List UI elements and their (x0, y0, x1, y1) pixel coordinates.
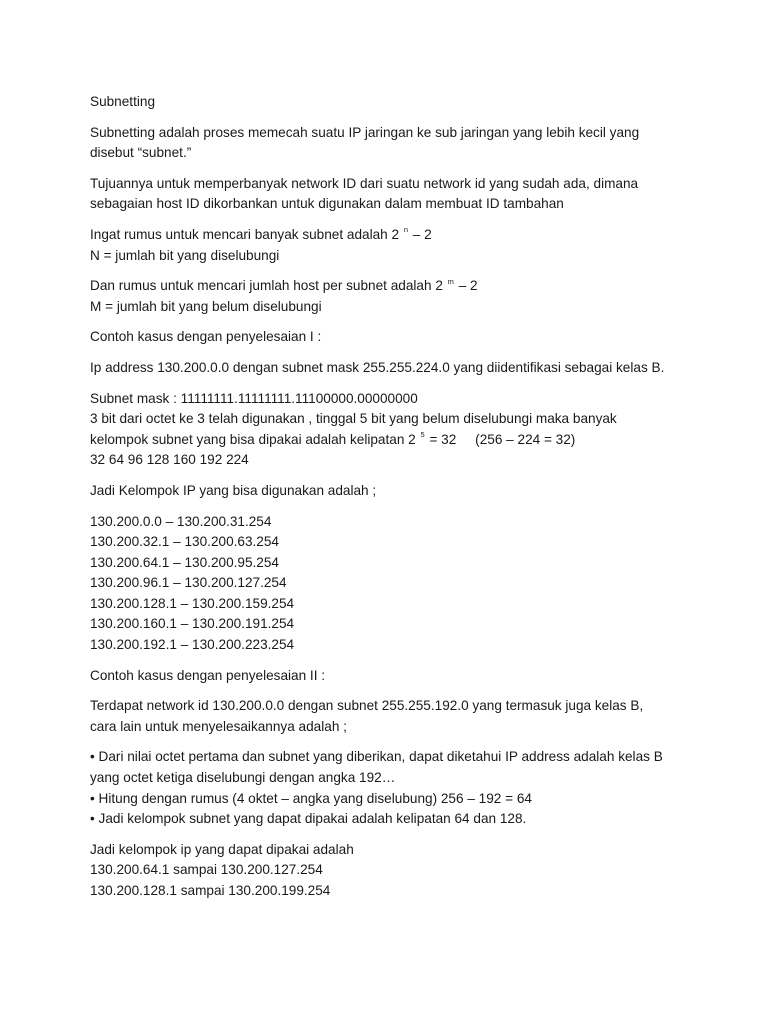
bullet-line: yang octet ketiga diselubungi dengan angka 192… (90, 770, 396, 786)
text-line: Ip address 130.200.0.0 dengan subnet mask 255.255.224.0 yang diidentifikasi sebagai kelas B. (90, 359, 665, 375)
bullet-line: • Hitung dengan rumus (4 oktet – angka yang diselubung) 256 – 192 = 64 (90, 790, 532, 806)
formula-suffix: – 2 (409, 226, 432, 242)
ip-range: 130.200.64.1 – 130.200.95.254 (90, 554, 279, 570)
purpose-paragraph (90, 174, 690, 215)
text-line: Subnetting adalah proses memecah suatu IP jaringan ke sub jaringan yang lebih kecil yang (90, 124, 640, 140)
text-line: Jadi Kelompok IP yang bisa digunakan adalah ; (90, 482, 377, 498)
case1-problem (90, 358, 690, 379)
subnet-formula-line (90, 225, 690, 246)
text-line: Terdapat network id 130.200.0.0 dengan subnet 255.255.192.0 yang termasuk juga kelas B, (90, 698, 644, 714)
ip-range: 130.200.32.1 – 130.200.63.254 (90, 534, 279, 550)
heading-text: Contoh kasus dengan penyelesaian I : (90, 329, 322, 345)
bullet-line: • Dari nilai octet pertama dan subnet yang diberikan, dapat diketahui IP address adalah kelas B (90, 749, 663, 765)
text-line: cara lain untuk menyelesaikannya adalah ; (90, 718, 347, 734)
case2-heading (90, 666, 690, 687)
ip-range: 130.200.64.1 sampai 130.200.127.254 (90, 862, 323, 878)
ip-range: 130.200.96.1 – 130.200.127.254 (90, 575, 287, 591)
bullet-line: • Jadi kelompok subnet yang dapat dipakai adalah kelipatan 64 dan 128. (90, 811, 527, 827)
case1-groups-heading (90, 481, 690, 502)
text-line: disebut “subnet.” (90, 145, 192, 161)
document-title (90, 92, 690, 113)
formula-prefix: Ingat rumus untuk mencari banyak subnet adalah 2 (90, 226, 400, 242)
formula-exponent: n (403, 225, 409, 235)
formula-exponent: 5 (420, 430, 425, 440)
title-text: Subnetting (90, 94, 156, 109)
heading-text: Contoh kasus dengan penyelesaian II : (90, 667, 326, 683)
case1-heading (90, 327, 690, 348)
subnet-mask-line: Subnet mask : 11111111.11111111.11100000.00000000 (90, 390, 418, 406)
formula-exponent: m (447, 276, 454, 286)
case1-ranges-list (90, 512, 690, 656)
case2-problem (90, 696, 690, 737)
subnet-formula-paragraph (90, 225, 690, 266)
kelipatan-line (90, 430, 690, 451)
ip-range: 130.200.192.1 – 130.200.223.254 (90, 637, 295, 653)
formula-note: M = jumlah bit yang belum diselubungi (90, 298, 322, 314)
case2-bullets (90, 747, 690, 829)
text-line: 3 bit dari octet ke 3 telah digunakan , tinggal 5 bit yang belum diselubungi maka banyak (90, 411, 617, 427)
case2-conclusion (90, 840, 690, 902)
ip-range: 130.200.0.0 – 130.200.31.254 (90, 513, 272, 529)
formula-note: N = jumlah bit yang diselubungi (90, 247, 280, 263)
text-line: Jadi kelompok ip yang dapat dipakai adalah (90, 841, 354, 857)
ip-range: 130.200.128.1 – 130.200.159.254 (90, 595, 295, 611)
case1-explanation (90, 389, 690, 471)
formula-suffix: – 2 (454, 278, 478, 294)
formula-prefix: Dan rumus untuk mencari jumlah host per subnet adalah 2 (90, 278, 443, 294)
formula-suffix: = 32 (256 – 224 = 32) (425, 431, 576, 447)
multiples-line: 32 64 96 128 160 192 224 (90, 452, 249, 468)
ip-range: 130.200.128.1 sampai 130.200.199.254 (90, 883, 331, 898)
formula-prefix: kelompok subnet yang bisa dipakai adalah kelipatan 2 (90, 431, 416, 447)
document-page (90, 92, 690, 912)
host-formula-line (90, 276, 690, 297)
ip-range: 130.200.160.1 – 130.200.191.254 (90, 616, 295, 632)
text-line: sebagaian host ID dikorbankan untuk digunakan dalam membuat ID tambahan (90, 196, 564, 212)
text-line: Tujuannya untuk memperbanyak network ID dari suatu network id yang sudah ada, dimana (90, 175, 639, 191)
definition-paragraph (90, 123, 690, 164)
host-formula-paragraph (90, 276, 690, 317)
